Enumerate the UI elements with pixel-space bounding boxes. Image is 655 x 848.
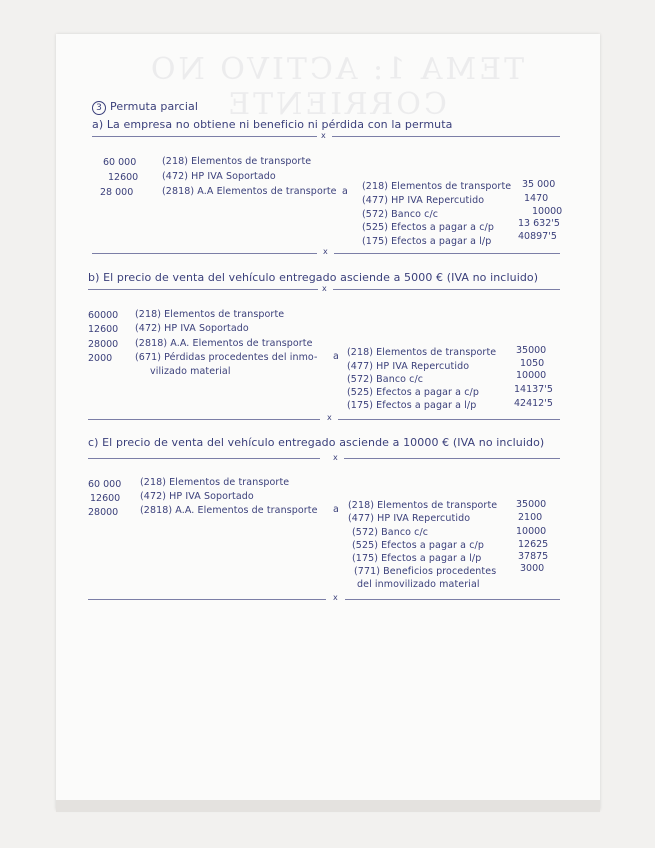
part-c-debit-account: (2818) A.A. Elementos de transporte — [140, 505, 318, 516]
part-b-credit-account: (572) Banco c/c — [347, 374, 424, 385]
part-c-credit-account: (218) Elementos de transporte — [348, 500, 498, 511]
part-c-rule-top-right — [344, 458, 560, 459]
part-a-rule-top-left — [92, 136, 317, 137]
part-b-debit-account: (2818) A.A. Elementos de transporte — [135, 338, 313, 349]
part-c-rule-bottom-right — [345, 599, 560, 600]
part-a-connector: a — [342, 186, 348, 197]
part-b-credit-amount: 14137'5 — [514, 384, 553, 395]
section-number: 3 — [92, 101, 106, 115]
part-c-credit-amount: 37875 — [518, 551, 549, 562]
section-title-text: Permuta parcial — [110, 100, 198, 113]
part-c-credit-amount: 2100 — [518, 512, 543, 523]
part-b-debit-account: (472) HP IVA Soportado — [135, 323, 249, 334]
part-b-credit-account: (525) Efectos a pagar a c/p — [347, 387, 479, 398]
part-a-rule-bottom-left — [92, 253, 317, 254]
part-b-rule-top-left — [88, 289, 318, 290]
show-through-heading: TEMA 1: ACTIVO NO CORRIENTE — [147, 52, 525, 122]
part-a-rule-top-right — [332, 136, 560, 137]
part-a-credit-account: (175) Efectos a pagar a l/p — [362, 236, 492, 247]
paper-sheet — [56, 34, 600, 810]
part-c-credit-account: (175) Efectos a pagar a l/p — [352, 553, 482, 564]
part-a-heading: a) La empresa no obtiene ni beneficio ni pérdida con la permuta — [92, 118, 453, 131]
part-a-debit-account: (472) HP IVA Soportado — [162, 171, 276, 182]
part-b-rule-top-right — [333, 289, 560, 290]
part-b-debit-amount: 2000 — [88, 353, 113, 364]
part-b-debit-account: (671) Pérdidas procedentes del inmo- — [135, 352, 318, 363]
part-b-rule-bottom-right — [338, 419, 560, 420]
part-b-debit-account: vilizado material — [150, 366, 231, 377]
part-a-credit-account: (218) Elementos de transporte — [362, 181, 512, 192]
part-a-credit-account: (525) Efectos a pagar a c/p — [362, 222, 494, 233]
part-c-debit-account: (218) Elementos de transporte — [140, 477, 290, 488]
section-title — [92, 100, 198, 115]
part-c-rule-bottom-left — [88, 599, 326, 600]
part-b-debit-amount: 12600 — [88, 324, 119, 335]
part-c-credit-account: del inmovilizado material — [357, 579, 480, 590]
part-a-sep-top: x — [321, 131, 326, 140]
part-a-credit-account: (572) Banco c/c — [362, 209, 439, 220]
part-c-rule-top-left — [88, 458, 320, 459]
part-a-credit-amount: 35 000 — [522, 179, 556, 190]
part-c-credit-account: (771) Beneficios procedentes — [354, 566, 497, 577]
part-b-debit-amount: 60000 — [88, 310, 119, 321]
part-a-credit-amount: 40897'5 — [518, 231, 557, 242]
part-a-debit-account: (218) Elementos de transporte — [162, 156, 312, 167]
part-a-debit-account: (2818) A.A Elementos de transporte — [162, 186, 337, 197]
part-c-credit-account: (572) Banco c/c — [352, 527, 429, 538]
part-c-credit-amount: 12625 — [518, 539, 549, 550]
part-c-credit-amount: 10000 — [516, 526, 547, 537]
part-b-credit-amount: 42412'5 — [514, 398, 553, 409]
part-c-credit-account: (525) Efectos a pagar a c/p — [352, 540, 484, 551]
part-c-debit-amount: 28000 — [88, 507, 119, 518]
part-c-credit-account: (477) HP IVA Repercutido — [348, 513, 471, 524]
part-b-credit-account: (477) HP IVA Repercutido — [347, 361, 470, 372]
part-a-debit-amount: 28 000 — [100, 187, 134, 198]
part-a-debit-amount: 60 000 — [103, 157, 137, 168]
part-a-credit-amount: 10000 — [532, 206, 563, 217]
part-a-credit-amount: 13 632'5 — [518, 218, 560, 229]
part-a-credit-account: (477) HP IVA Repercutido — [362, 195, 485, 206]
part-b-credit-amount: 10000 — [516, 370, 547, 381]
part-c-debit-amount: 60 000 — [88, 479, 122, 490]
part-c-credit-amount: 35000 — [516, 499, 547, 510]
part-b-debit-account: (218) Elementos de transporte — [135, 309, 285, 320]
part-b-credit-account: (218) Elementos de transporte — [347, 347, 497, 358]
part-b-debit-amount: 28000 — [88, 339, 119, 350]
paper-edge — [56, 800, 600, 812]
part-b-credit-account: (175) Efectos a pagar a l/p — [347, 400, 477, 411]
part-a-credit-amount: 1470 — [524, 193, 549, 204]
part-c-sep-top: x — [333, 453, 338, 462]
part-c-debit-amount: 12600 — [90, 493, 121, 504]
part-b-sep-top: x — [322, 284, 327, 293]
part-b-rule-bottom-left — [88, 419, 320, 420]
part-c-sep-bottom: x — [333, 593, 338, 602]
part-b-credit-amount: 35000 — [516, 345, 547, 356]
part-b-credit-amount: 1050 — [520, 358, 545, 369]
part-c-credit-amount: 3000 — [520, 563, 545, 574]
part-b-sep-bottom: x — [327, 413, 332, 422]
part-b-connector: a — [333, 351, 339, 362]
part-b-heading: b) El precio de venta del vehículo entregado asciende a 5000 € (IVA no incluido) — [88, 271, 539, 284]
part-c-debit-account: (472) HP IVA Soportado — [140, 491, 254, 502]
part-c-heading: c) El precio de venta del vehículo entregado asciende a 10000 € (IVA no incluido) — [88, 436, 545, 449]
part-c-connector: a — [333, 504, 339, 515]
part-a-debit-amount: 12600 — [108, 172, 139, 183]
part-a-rule-bottom-right — [334, 253, 560, 254]
part-a-sep-bottom: x — [323, 247, 328, 256]
